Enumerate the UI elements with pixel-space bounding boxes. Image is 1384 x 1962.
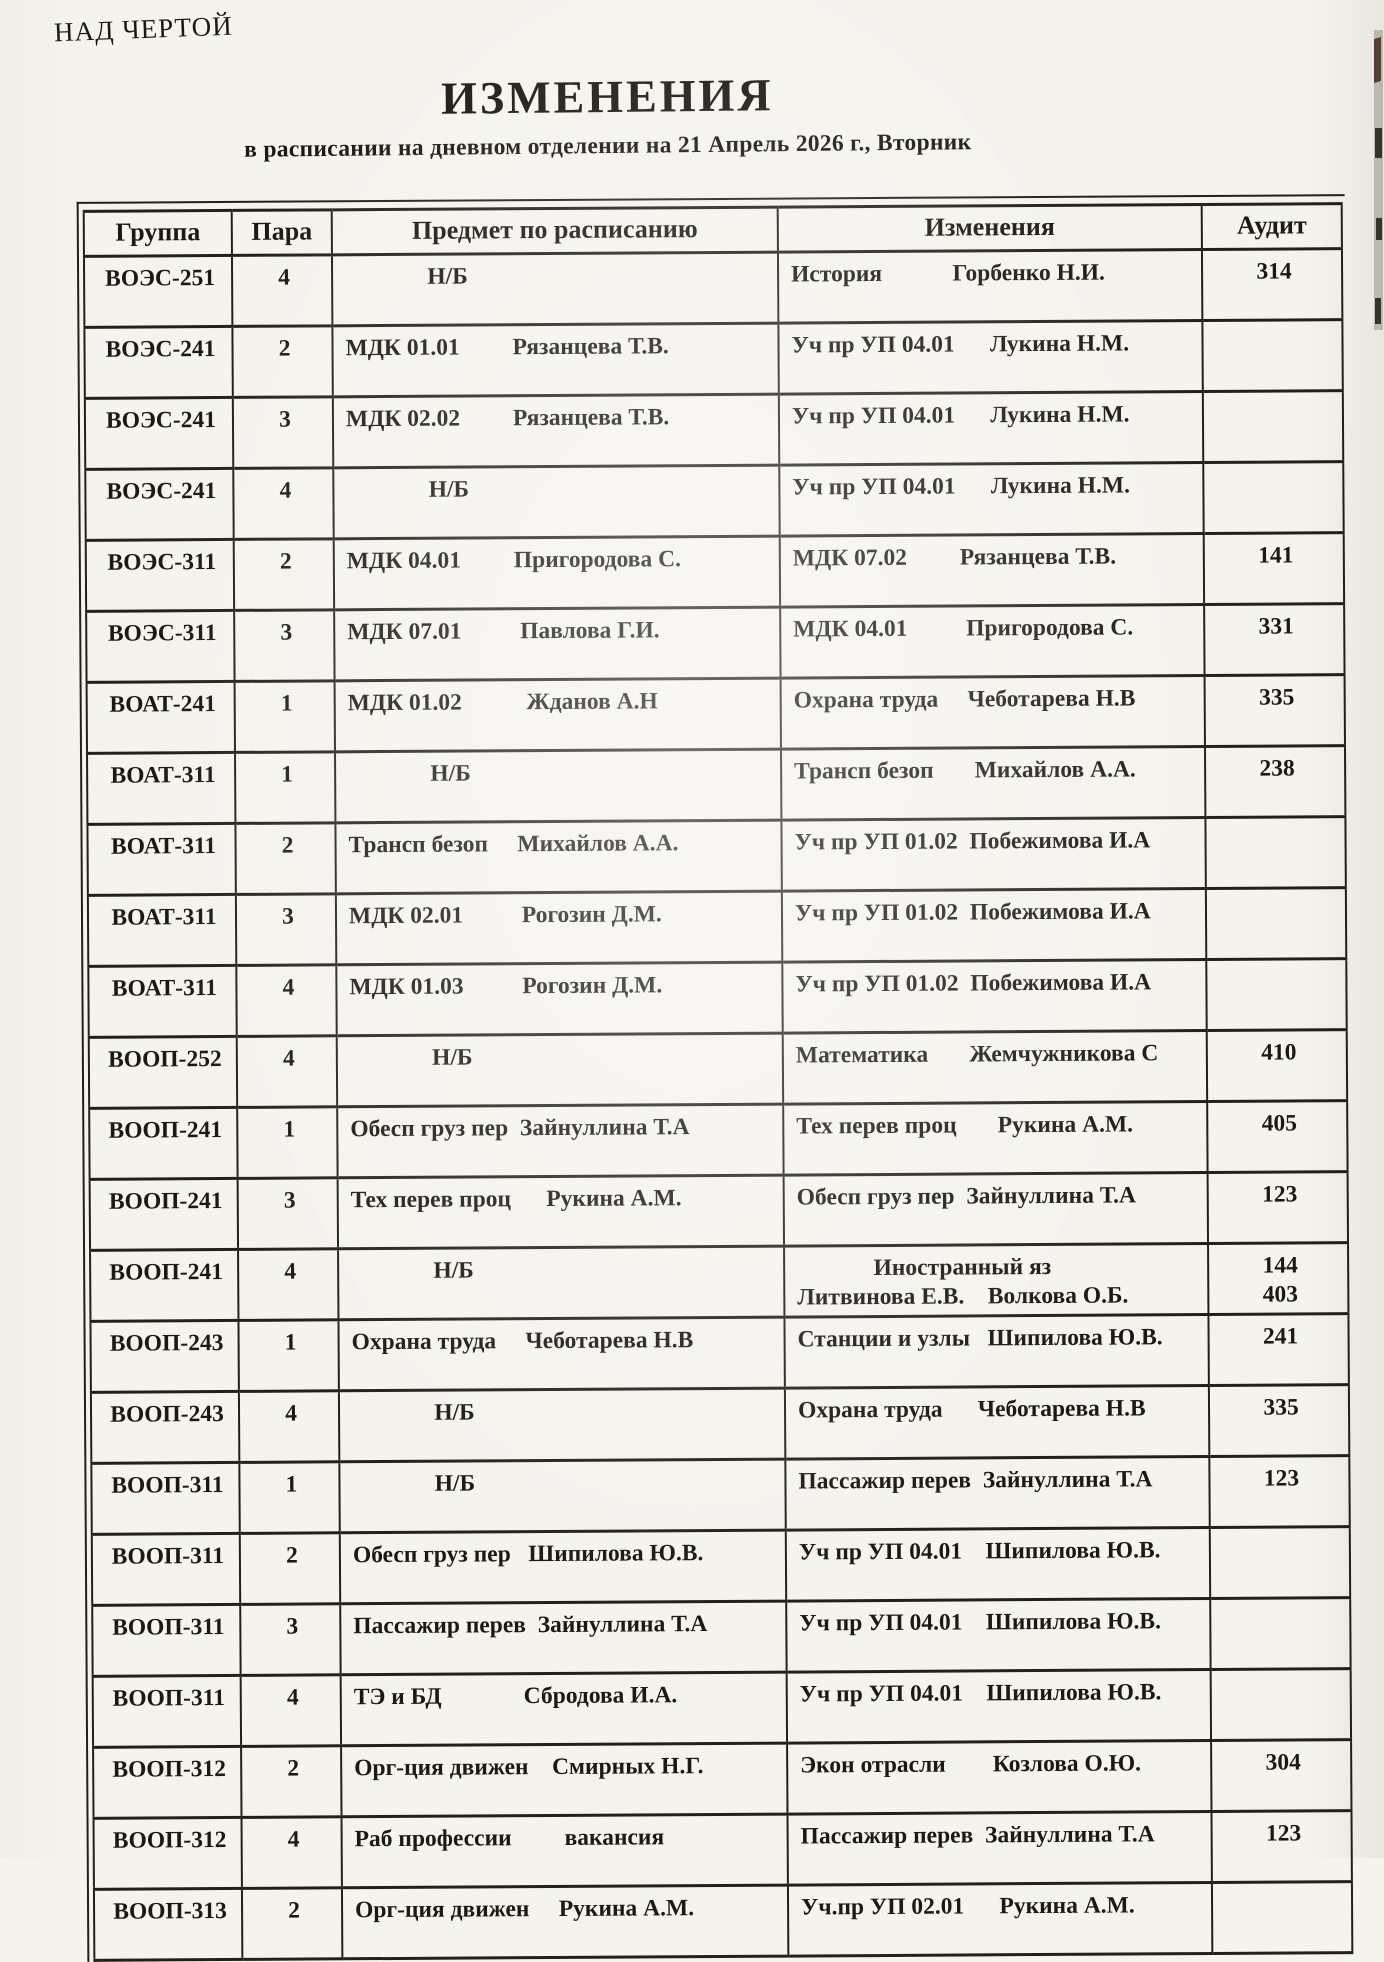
table-row	[84, 249, 1342, 328]
cell-group: ВОЭС-241	[85, 468, 233, 540]
table-row	[92, 1598, 1350, 1677]
cell-change: Трансп безоп Михайлов А.А.	[781, 747, 1205, 821]
cell-change: Уч пр УП 04.01 Лукина Н.М.	[779, 392, 1203, 466]
cell-group: ВООП-311	[92, 1533, 240, 1605]
cell-room	[1210, 1527, 1350, 1599]
cell-pair: 2	[240, 1533, 340, 1605]
cell-group: ВООП-311	[92, 1604, 240, 1676]
cell-group: ВООП-311	[93, 1675, 241, 1747]
cell-pair: 1	[239, 1462, 339, 1534]
table-row	[87, 746, 1345, 825]
cell-group: ВООП-241	[90, 1249, 238, 1321]
title-block	[0, 64, 1215, 167]
cell-subject: Трансп безоп Михайлов А.А.	[335, 820, 781, 894]
cell-room	[1210, 1598, 1350, 1670]
cell-pair: 1	[235, 681, 335, 753]
table-row	[84, 320, 1342, 399]
cell-group: ВООП-312	[94, 1817, 242, 1889]
table-row	[89, 1101, 1347, 1180]
cell-subject: МДК 01.03 Рогозин Д.М.	[336, 962, 782, 1036]
cell-group: ВООП-243	[91, 1391, 239, 1463]
cell-subject: МДК 01.01 Рязанцева Т.В.	[332, 323, 778, 397]
cell-group: ВООП-311	[91, 1462, 239, 1534]
cell-group: ВОАТ-311	[87, 823, 235, 895]
cell-pair: 4	[242, 1817, 342, 1889]
cell-pair: 4	[233, 468, 333, 540]
cell-change: Уч пр УП 01.02 Побежимова И.А	[782, 889, 1206, 963]
cell-change: Охрана труда Чеботарева Н.В	[781, 676, 1205, 750]
cell-group: ВООП-312	[93, 1746, 241, 1818]
cell-room: 141	[1204, 533, 1344, 605]
page-subtitle: в расписании на дневном отделении на 21 Апрель 2026 г., Вторник	[244, 129, 972, 163]
cell-group: ВОЭС-241	[84, 326, 232, 398]
cell-change: Пассажир перев Зайнуллина Т.А	[787, 1811, 1211, 1885]
cell-pair: 4	[232, 255, 332, 327]
cell-room: 304	[1211, 1740, 1351, 1812]
corner-note: НАД ЧЕРТОЙ	[53, 10, 234, 48]
cell-room: 331	[1204, 604, 1344, 676]
table-row	[89, 1030, 1347, 1109]
changes-table	[83, 202, 1354, 1962]
cell-room: 238	[1205, 746, 1345, 818]
cell-room	[1206, 888, 1346, 960]
cell-subject: Охрана труда Чеботарева Н.В	[338, 1317, 784, 1391]
scan-artifact-mark	[1376, 218, 1382, 240]
cell-change: Уч пр УП 04.01 Лукина Н.М.	[778, 321, 1202, 395]
cell-pair: 4	[238, 1249, 338, 1321]
column-header-group: Группа	[84, 210, 232, 256]
cell-change: Уч пр УП 01.02 Побежимова И.А	[781, 818, 1205, 892]
cell-group: ВООП-241	[90, 1178, 238, 1250]
table-row	[86, 604, 1344, 683]
cell-subject: Н/Б	[333, 465, 779, 539]
cell-change: Уч пр УП 01.02 Побежимова И.А	[782, 960, 1206, 1034]
scan-artifact-mark	[1374, 37, 1381, 83]
cell-subject: Н/Б	[339, 1459, 785, 1533]
table-row	[91, 1385, 1349, 1464]
cell-room: 335	[1205, 675, 1345, 747]
cell-subject: Обесп груз пер Шипилова Ю.В.	[340, 1530, 786, 1604]
cell-change: Уч пр УП 04.01 Шипилова Ю.В.	[786, 1527, 1210, 1601]
column-header-change: Изменения	[778, 205, 1202, 253]
cell-pair: 2	[241, 1746, 341, 1818]
cell-pair: 4	[241, 1675, 341, 1747]
scan-artifact-mark	[1375, 298, 1381, 324]
table-row	[87, 817, 1345, 896]
cell-pair: 4	[239, 1391, 339, 1463]
cell-pair: 2	[235, 823, 335, 895]
cell-pair: 2	[242, 1888, 342, 1960]
table-row	[88, 888, 1346, 967]
cell-change: Охрана труда Чеботарева Н.В	[785, 1385, 1209, 1459]
cell-room	[1212, 1882, 1352, 1954]
cell-subject: Н/Б	[332, 252, 778, 326]
cell-change: Станции и узлы Шипилова Ю.В.	[784, 1314, 1208, 1388]
table-row	[91, 1456, 1349, 1535]
cell-change: Экон отрасли Козлова О.Ю.	[787, 1740, 1211, 1814]
cell-subject: Н/Б	[337, 1033, 783, 1107]
cell-room	[1202, 320, 1342, 392]
table-row	[85, 462, 1343, 541]
cell-group: ВООП-252	[89, 1036, 237, 1108]
cell-subject: Н/Б	[338, 1246, 784, 1320]
cell-subject: Н/Б	[339, 1388, 785, 1462]
table-row	[93, 1740, 1351, 1819]
cell-change: Тех перев проц Рукина А.М.	[783, 1102, 1207, 1176]
cell-pair: 1	[237, 1107, 337, 1179]
cell-pair: 1	[238, 1320, 338, 1392]
cell-change: Пассажир перев Зайнуллина Т.А	[785, 1456, 1209, 1530]
cell-change: История Горбенко Н.И.	[778, 250, 1202, 324]
cell-subject: Н/Б	[335, 749, 781, 823]
cell-room: 123	[1208, 1172, 1348, 1244]
cell-room: 123	[1209, 1456, 1349, 1528]
cell-pair: 3	[236, 894, 336, 966]
cell-room: 335	[1209, 1385, 1349, 1457]
cell-pair: 3	[233, 397, 333, 469]
cell-pair: 3	[234, 610, 334, 682]
cell-group: ВОЭС-241	[85, 397, 233, 469]
table-row	[94, 1882, 1352, 1961]
cell-subject: Обесп груз пер Зайнуллина Т.А	[337, 1104, 783, 1178]
cell-room: 241	[1208, 1314, 1348, 1386]
header-row	[84, 204, 1342, 257]
cell-room	[1203, 391, 1343, 463]
table-row	[94, 1811, 1352, 1890]
scan-artifact-mark	[1375, 128, 1382, 158]
cell-subject: ТЭ и БД Сбродова И.А.	[341, 1672, 787, 1746]
table-row	[88, 959, 1346, 1038]
cell-group: ВОАТ-311	[88, 894, 236, 966]
cell-subject: МДК 04.01 Пригородова С.	[334, 536, 780, 610]
table-row	[92, 1527, 1350, 1606]
table-row	[90, 1314, 1348, 1393]
cell-change: Обесп груз пер Зайнуллина Т.А	[784, 1172, 1208, 1246]
page-title: ИЗМЕНЕНИЯ	[440, 69, 774, 124]
column-header-pair: Пара	[232, 210, 332, 256]
table-row	[85, 391, 1343, 470]
column-header-subject: Предмет по расписанию	[332, 207, 778, 255]
cell-group: ВОЭС-251	[84, 255, 232, 327]
table-row	[87, 675, 1345, 754]
cell-group: ВОЭС-311	[86, 539, 234, 611]
cell-group: ВОАТ-311	[87, 752, 235, 824]
cell-subject: Орг-ция движен Рукина А.М.	[342, 1885, 788, 1959]
cell-subject: Тех перев проц Рукина А.М.	[338, 1175, 784, 1249]
table-row	[86, 533, 1344, 612]
cell-room: 410	[1207, 1030, 1347, 1102]
cell-change: МДК 04.01 Пригородова С.	[780, 605, 1204, 679]
table-row	[93, 1669, 1351, 1748]
table-row	[90, 1243, 1348, 1322]
cell-change: Уч пр УП 04.01 Шипилова Ю.В.	[786, 1598, 1210, 1672]
cell-change: Уч пр УП 04.01 Шипилова Ю.В.	[787, 1669, 1211, 1743]
cell-group: ВООП-243	[90, 1320, 238, 1392]
cell-pair: 3	[240, 1604, 340, 1676]
cell-pair: 2	[232, 326, 332, 398]
cell-subject: МДК 02.02 Рязанцева Т.В.	[333, 394, 779, 468]
cell-change: Математика Жемчужникова С	[783, 1031, 1207, 1105]
cell-subject: Раб профессии вакансия	[342, 1814, 788, 1888]
cell-change: Иностранный яз Литвинова Е.В. Волкова О.Б.	[784, 1243, 1208, 1317]
cell-group: ВООП-313	[94, 1888, 242, 1960]
cell-room: 123	[1211, 1811, 1351, 1883]
column-header-room: Аудит	[1202, 204, 1342, 250]
changes-table-wrapper	[77, 194, 1356, 1962]
cell-change: Уч пр УП 04.01 Лукина Н.М.	[779, 463, 1203, 537]
cell-subject: Орг-ция движен Смирных Н.Г.	[341, 1743, 787, 1817]
cell-pair: 1	[235, 752, 335, 824]
cell-change: МДК 07.02 Рязанцева Т.В.	[780, 534, 1204, 608]
cell-group: ВОЭС-311	[86, 610, 234, 682]
cell-room: 144 403	[1208, 1243, 1348, 1315]
cell-change: Уч.пр УП 02.01 Рукина А.М.	[788, 1882, 1212, 1956]
cell-subject: МДК 02.01 Рогозин Д.М.	[336, 891, 782, 965]
cell-group: ВОАТ-311	[88, 965, 236, 1037]
cell-room	[1203, 462, 1343, 534]
cell-room	[1211, 1669, 1351, 1741]
cell-subject: Пассажир перев Зайнуллина Т.А	[340, 1601, 786, 1675]
table-row	[90, 1172, 1348, 1251]
cell-pair: 4	[236, 965, 336, 1037]
cell-subject: МДК 01.02 Жданов А.Н	[335, 678, 781, 752]
cell-room	[1205, 817, 1345, 889]
cell-pair: 4	[237, 1036, 337, 1108]
cell-pair: 3	[238, 1178, 338, 1250]
cell-group: ВОАТ-241	[87, 681, 235, 753]
cell-group: ВООП-241	[89, 1107, 237, 1179]
cell-room	[1206, 959, 1346, 1031]
cell-pair: 2	[234, 539, 334, 611]
cell-subject: МДК 07.01 Павлова Г.И.	[334, 607, 780, 681]
cell-room: 314	[1202, 249, 1342, 321]
cell-room: 405	[1207, 1101, 1347, 1173]
